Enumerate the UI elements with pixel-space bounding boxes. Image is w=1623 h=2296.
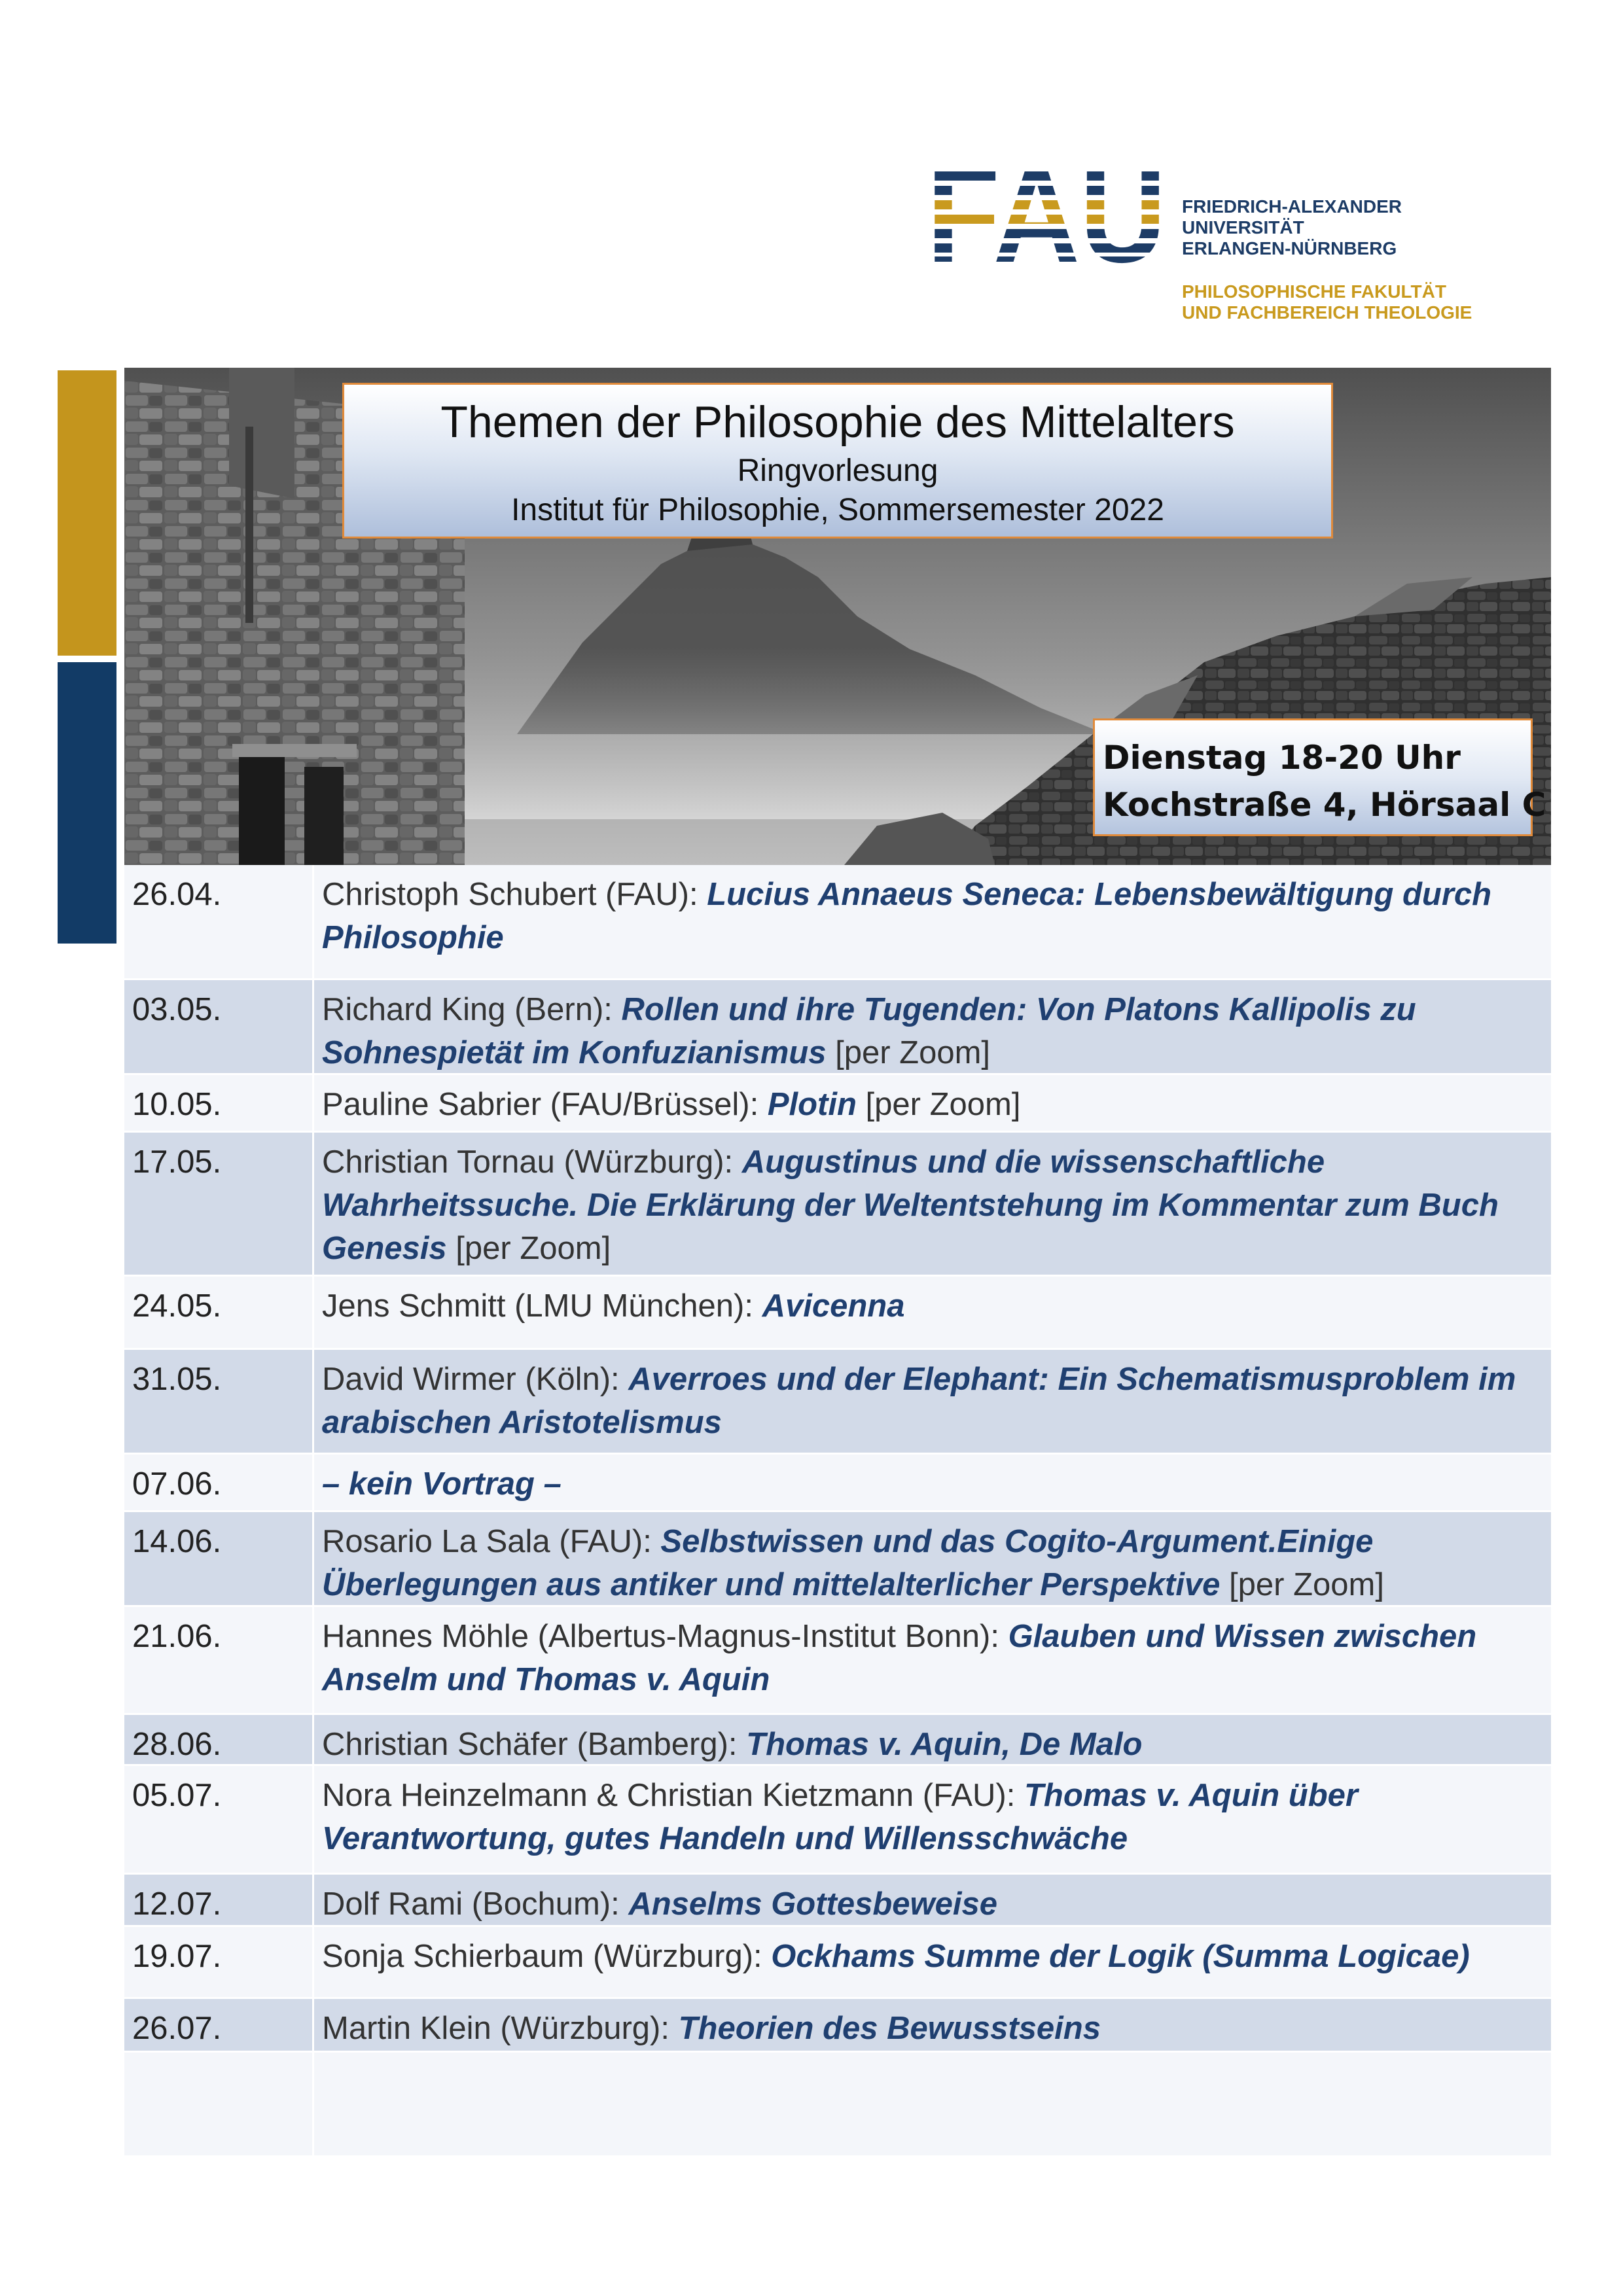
table-row — [124, 1350, 1551, 1455]
table-row — [124, 980, 1551, 1075]
table-row — [124, 1927, 1551, 1999]
lecture-speaker: Sonja Schierbaum (Würzburg): — [322, 1939, 772, 1974]
lecture-date: 26.04. — [124, 865, 314, 978]
lecture-details — [314, 1927, 1551, 1997]
university-name-line-1: FRIEDRICH-ALEXANDER — [1182, 196, 1402, 217]
lecture-date — [124, 2053, 314, 2155]
lecture-topic: – kein Vortrag – — [322, 1466, 562, 1502]
table-row — [124, 1607, 1551, 1715]
fau-logo-mark: FAU — [927, 136, 1204, 291]
lecture-details — [314, 865, 1551, 978]
lecture-details — [314, 1999, 1551, 2051]
lecture-date: 17.05. — [124, 1133, 314, 1275]
table-row — [124, 1277, 1551, 1350]
faculty-name-line-2: UND FACHBEREICH THEOLOGIE — [1182, 302, 1472, 323]
lecture-speaker: Jens Schmitt (LMU München): — [322, 1288, 762, 1324]
lecture-details — [314, 1766, 1551, 1873]
faculty-name-line-1: PHILOSOPHISCHE FAKULTÄT — [1182, 281, 1446, 302]
location-info: Kochstraße 4, Hörsaal C — [1103, 786, 1546, 824]
lecture-note: [per Zoom] — [1220, 1567, 1384, 1602]
lecture-details — [314, 1133, 1551, 1275]
table-row — [124, 1455, 1551, 1512]
table-row — [124, 1875, 1551, 1927]
title-box — [342, 383, 1333, 539]
lecture-speaker: Nora Heinzelmann & Christian Kietzmann (FAU): — [322, 1778, 1024, 1813]
table-row — [124, 2053, 1551, 2157]
time-place-box — [1093, 718, 1546, 836]
table-row — [124, 1766, 1551, 1875]
lecture-details — [314, 1875, 1551, 1925]
lecture-topic: Theorien des Bewusstseins — [678, 2011, 1101, 2046]
table-row — [124, 1512, 1551, 1607]
lecture-date: 10.05. — [124, 1075, 314, 1131]
lecture-details — [314, 1715, 1551, 1764]
lecture-topic: Glauben und Wissen zwischen Anselm und Thomas v. Aquin — [322, 1619, 1477, 1697]
table-row — [124, 1075, 1551, 1133]
table-row — [124, 1133, 1551, 1277]
lecture-speaker: Christoph Schubert (FAU): — [322, 877, 707, 912]
lecture-topic: Ockhams Summe der Logik (Summa Logicae) — [771, 1939, 1470, 1974]
lecture-topic: Thomas v. Aquin, De Malo — [746, 1727, 1143, 1762]
blue-accent-bar — [58, 662, 116, 944]
lecture-topic: Averroes und der Elephant: Ein Schematismusproblem im arabischen Aristotelismus — [322, 1362, 1516, 1440]
lecture-speaker: Rosario La Sala (FAU): — [322, 1524, 661, 1559]
lecture-note: [per Zoom] — [856, 1087, 1021, 1122]
lecture-details — [314, 980, 1551, 1073]
lecture-details — [314, 1607, 1551, 1713]
lecture-date: 03.05. — [124, 980, 314, 1073]
lecture-speaker: David Wirmer (Köln): — [322, 1362, 629, 1397]
lecture-date: 07.06. — [124, 1455, 314, 1510]
lecture-date: 14.06. — [124, 1512, 314, 1605]
lecture-details — [314, 1512, 1551, 1605]
university-name-line-2: UNIVERSITÄT — [1182, 217, 1304, 238]
lecture-date: 31.05. — [124, 1350, 314, 1453]
lecture-speaker: Martin Klein (Würzburg): — [322, 2011, 679, 2046]
lecture-speaker: Richard King (Bern): — [322, 992, 622, 1027]
lecture-topic: Lucius Annaeus Seneca: Lebensbewältigung durch Philosophie — [322, 877, 1492, 955]
lecture-date: 12.07. — [124, 1875, 314, 1925]
lecture-topic: Thomas v. Aquin über Verantwortung, gutes Handeln und Willensschwäche — [322, 1778, 1358, 1856]
lecture-date: 26.07. — [124, 1999, 314, 2051]
lecture-topic: Avicenna — [762, 1288, 905, 1324]
lecture-date: 19.07. — [124, 1927, 314, 1997]
lecture-details — [314, 1075, 1551, 1131]
time-info: Dienstag 18-20 Uhr — [1103, 739, 1461, 777]
lecture-date: 28.06. — [124, 1715, 314, 1764]
lecture-details — [314, 1277, 1551, 1348]
lecture-speaker: Hannes Möhle (Albertus-Magnus-Institut Bonn): — [322, 1619, 1008, 1654]
university-name-line-3: ERLANGEN-NÜRNBERG — [1182, 238, 1397, 258]
lecture-details — [314, 1350, 1551, 1453]
lecture-speaker: Christian Schäfer (Bamberg): — [322, 1727, 747, 1762]
table-row — [124, 1999, 1551, 2053]
lecture-date: 24.05. — [124, 1277, 314, 1348]
lecture-date: 21.06. — [124, 1607, 314, 1713]
lecture-topic: Rollen und ihre Tugenden: Von Platons Kallipolis zu Sohnespietät im Konfuzianismus — [322, 992, 1416, 1070]
lecture-details — [314, 2053, 1551, 2155]
page-title: Themen der Philosophie des Mittelalters — [440, 397, 1235, 447]
institute-semester: Institut für Philosophie, Sommersemester 2022 — [511, 493, 1164, 527]
table-row — [124, 1715, 1551, 1766]
lecture-details — [314, 1455, 1551, 1510]
lecture-topic: Plotin — [767, 1087, 857, 1122]
lecture-note: [per Zoom] — [446, 1231, 611, 1266]
lecture-note: [per Zoom] — [826, 1035, 991, 1070]
lecture-speaker: Christian Tornau (Würzburg): — [322, 1144, 742, 1180]
table-row — [124, 865, 1551, 980]
lecture-topic: Anselms Gottesbeweise — [628, 1886, 998, 1922]
series-subtitle: Ringvorlesung — [737, 453, 938, 488]
gold-accent-bar — [58, 370, 116, 656]
schedule-table — [124, 865, 1551, 2157]
lecture-speaker: Dolf Rami (Bochum): — [322, 1886, 629, 1922]
fau-logo — [927, 136, 1584, 340]
lecture-topic: Selbstwissen und das Cogito-Argument.Einige Überlegungen aus antiker und mittelalterlicher Perspektive — [322, 1524, 1374, 1602]
lecture-date: 05.07. — [124, 1766, 314, 1873]
lecture-topic: Augustinus und die wissenschaftliche Wahrheitssuche. Die Erklärung der Weltentstehung im Kommentar zum Buch Genesis — [322, 1144, 1499, 1266]
lecture-speaker: Pauline Sabrier (FAU/Brüssel): — [322, 1087, 768, 1122]
